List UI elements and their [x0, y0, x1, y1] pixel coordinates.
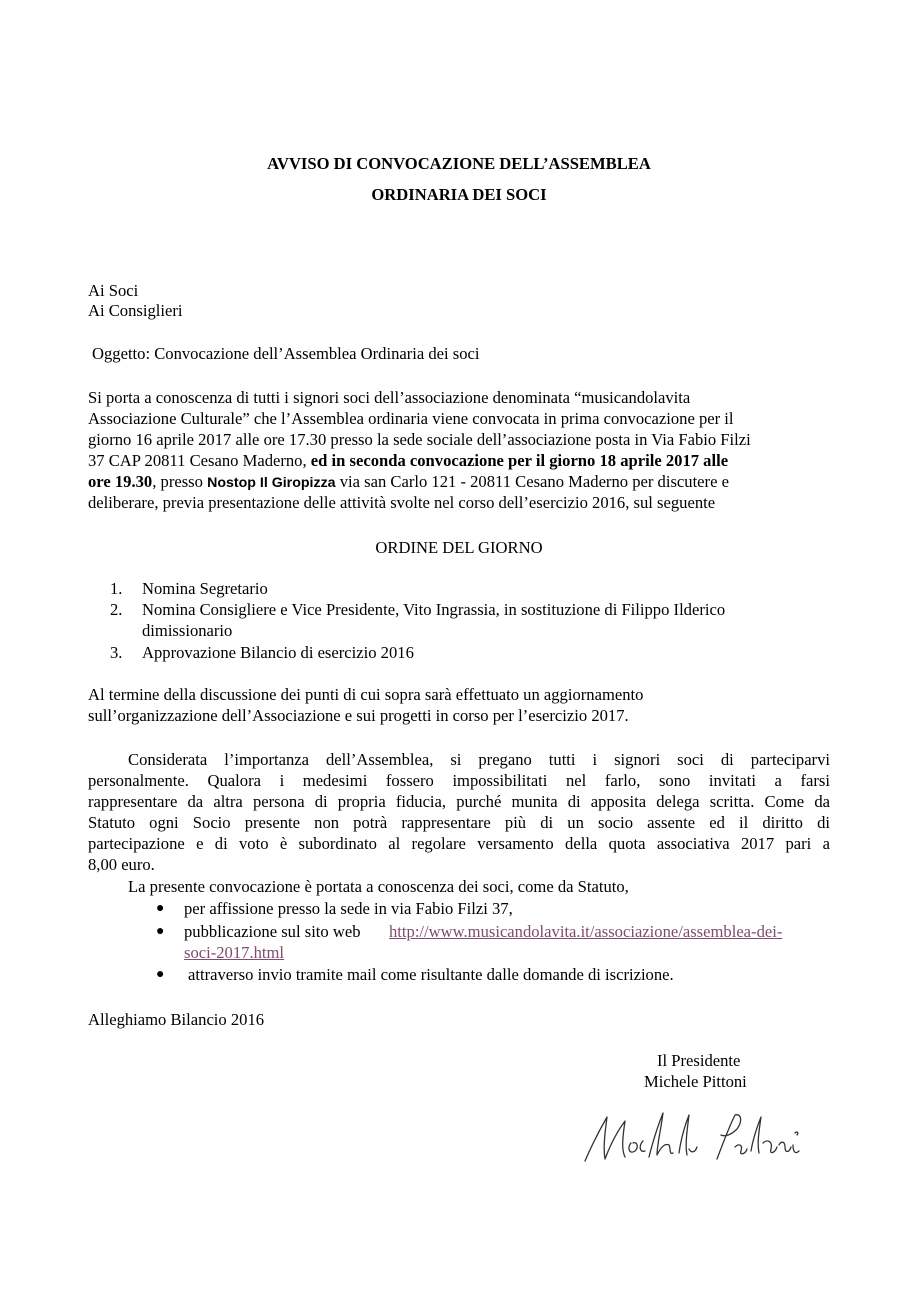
- publication-intro: La presente convocazione è portata a conoscenza dei soci, come da Statuto,: [128, 877, 629, 896]
- intro-line-1: Si porta a conoscenza di tutti i signori soci dell’associazione denominata “musicandolavita: [88, 388, 691, 407]
- agenda-heading: ORDINE DEL GIORNO: [375, 538, 543, 557]
- agenda-item-number: 1.: [110, 579, 123, 598]
- subject-line: Oggetto: Convocazione dell’Assemblea Ordinaria dei soci: [92, 344, 480, 363]
- publication-item-text: pubblicazione sul sito web: [184, 922, 361, 941]
- website-link-tail[interactable]: soci-2017.html: [184, 943, 285, 962]
- signatory-name: Michele Pittoni: [644, 1072, 747, 1091]
- title-line-2: ORDINARIA DEI SOCI: [371, 185, 547, 204]
- recipient-soci: Ai Soci: [88, 281, 139, 300]
- signatory-role: Il Presidente: [657, 1051, 741, 1070]
- bullet-icon: ●: [156, 901, 165, 916]
- intro-venue-address: via san Carlo 121 - 20811 Cesano Maderno per discutere e: [339, 472, 729, 491]
- attendance-line-5: partecipazione e di voto è subordinato al regolare versamento della quota associativa 2017 pari a: [88, 834, 830, 853]
- agenda-item: [110, 643, 414, 663]
- agenda-item: [110, 600, 726, 620]
- intro-line-2: Associazione Culturale” che l’Assemblea ordinaria viene convocata in prima convocazione per il: [88, 409, 734, 428]
- recipient-consiglieri: Ai Consiglieri: [88, 301, 183, 320]
- intro-second-convocation: ed in seconda convocazione per il giorno 18 aprile 2017 alle: [310, 451, 729, 470]
- agenda-item-number: 3.: [110, 643, 123, 662]
- attendance-line-2: personalmente. Qualora i medesimi fossero impossibilitati nel farlo, sono invitati a farsi: [88, 771, 830, 790]
- bullet-icon: ●: [156, 967, 165, 982]
- intro-line-6: deliberare, previa presentazione delle attività svolte nel corso dell’esercizio 2016, sul seguente: [88, 493, 716, 512]
- venue-name: Nostop Il Giropizza: [207, 475, 336, 491]
- agenda-item-continuation: dimissionario: [142, 621, 233, 640]
- attendance-line-3: rappresentare da altra persona di propria fiducia, purché munita di apposita delega scritta. Come da: [88, 792, 830, 811]
- intro-second-time: ore 19.30: [88, 472, 153, 491]
- agenda-item-text: Nomina Consigliere e Vice Presidente, Vito Ingrassia, in sostituzione di Filippo Ilderico: [142, 600, 726, 619]
- agenda-item: [110, 579, 268, 599]
- title-line-1: AVVISO DI CONVOCAZIONE DELL’ASSEMBLEA: [267, 154, 651, 173]
- website-link[interactable]: http://www.musicandolavita.it/associazione/assemblea-dei-: [389, 922, 783, 941]
- closing-note-line-2: sull’organizzazione dell’Associazione e sui progetti in corso per l’esercizio 2017.: [88, 706, 629, 725]
- attachment-note: Alleghiamo Bilancio 2016: [88, 1010, 265, 1029]
- agenda-item-number: 2.: [110, 600, 123, 619]
- intro-address: 37 CAP 20811 Cesano Maderno,: [88, 451, 307, 470]
- intro-presso: , presso: [152, 472, 203, 491]
- intro-line-3: giorno 16 aprile 2017 alle ore 17.30 presso la sede sociale dell’associazione posta in Via Fabio Filzi: [88, 430, 751, 449]
- intro-line-4: [88, 451, 728, 471]
- intro-line-5: [88, 472, 729, 493]
- bullet-icon: ●: [156, 924, 165, 939]
- publication-item-text: attraverso invio tramite mail come risultante dalle domande di iscrizione.: [188, 965, 674, 984]
- attendance-line-6: 8,00 euro.: [88, 855, 155, 874]
- attendance-line-4: Statuto ogni Socio presente non potrà rappresentare più di un socio assente ed il diritto di: [88, 813, 830, 832]
- website-link-continuation[interactable]: [184, 943, 284, 963]
- publication-item-text: per affissione presso la sede in via Fabio Filzi 37,: [184, 899, 513, 918]
- attendance-line-1: Considerata l’importanza dell’Assemblea, si pregano tutti i signori soci di parteciparvi: [128, 750, 830, 769]
- agenda-item-text: Approvazione Bilancio di esercizio 2016: [142, 643, 414, 662]
- closing-note-line-1: Al termine della discussione dei punti di cui sopra sarà effettuato un aggiornamento: [88, 685, 644, 704]
- handwritten-signature: [577, 1103, 817, 1173]
- agenda-item-text: Nomina Segretario: [142, 579, 268, 598]
